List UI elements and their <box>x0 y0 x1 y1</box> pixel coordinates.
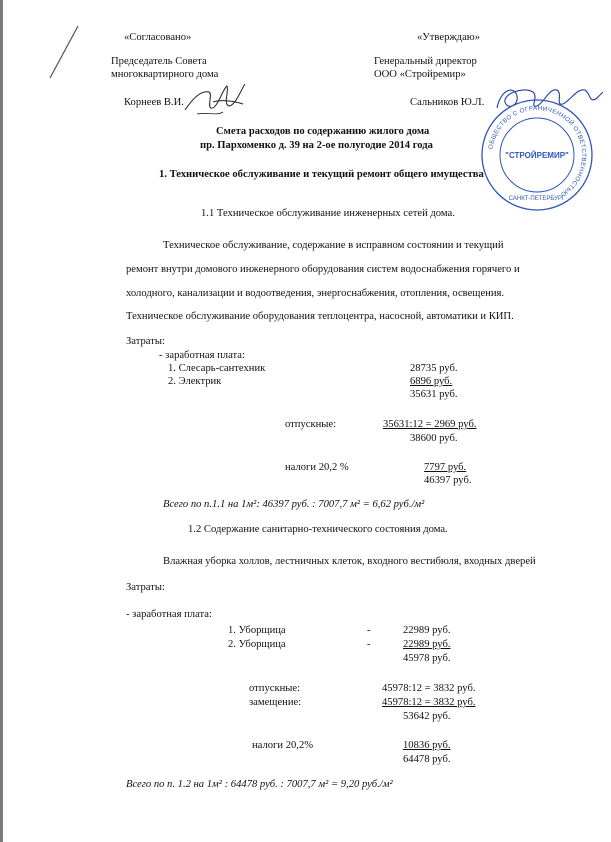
total-line-1-1: Всего по п.1.1 на 1м²: 46397 руб. : 7007,7 м² = 6,62 руб./м² <box>163 499 425 510</box>
subtotal2-1-2: 53642 руб. <box>403 711 451 722</box>
total-line-1-2: Всего по п. 1.2 на 1м² : 64478 руб. : 7007,7 м² = 9,20 руб./м² <box>126 779 393 790</box>
tax-label-1-2: налоги 20,2% <box>252 740 314 751</box>
vacation-value-1-1: 35631:12 = 2969 руб. <box>383 419 477 430</box>
scan-edge <box>0 0 3 842</box>
seal-center-text: "СТРОЙРЕМИР" <box>505 151 569 160</box>
item-cleaner-2-value: 22989 руб. <box>403 639 451 650</box>
right-position-2: ООО «Стройремир» <box>374 69 466 80</box>
total-value-1-1: 46397 руб. <box>424 475 472 486</box>
salary-label-1-2: - заработная плата: <box>126 609 212 620</box>
subtotal2-1-1: 38600 руб. <box>410 433 458 444</box>
left-signer-name: Корнеев В.И. <box>124 97 184 108</box>
left-position-2: многоквартирного дома <box>111 69 219 80</box>
doc-title-line2: пр. Пархоменко д. 39 на 2-ое полугодие 2014 года <box>200 140 433 151</box>
salary-label-1-1: - заработная плата: <box>159 350 245 361</box>
subsection-1-1-heading: 1.1 Техническое обслуживание инженерных сетей дома. <box>201 208 455 219</box>
item-cleaner-2-dash: - <box>367 639 371 650</box>
left-position-1: Председатель Совета <box>111 56 207 67</box>
doc-title-line1: Смета расходов по содержанию жилого дома <box>216 126 430 137</box>
tax-value-1-1: 7797 руб. <box>424 462 467 473</box>
company-seal <box>478 96 596 214</box>
right-signer-name: Сальников Ю.Л. <box>410 97 485 108</box>
item-electrician-value: 6896 руб. <box>410 376 453 387</box>
signature-left <box>183 80 255 120</box>
seal-ring-text: ОБЩЕСТВО С ОГРАНИЧЕННОЙ ОТВЕТСТВЕННОСТЬЮ <box>487 104 588 198</box>
vacation-label-1-1: отпускные: <box>285 419 337 430</box>
tax-value-1-2: 10836 руб. <box>403 740 451 751</box>
item-cleaner-1-value: 22989 руб. <box>403 625 451 636</box>
item-plumber-value: 28735 руб. <box>410 363 458 374</box>
seal-city: САНКТ-ПЕТЕРБУРГ <box>508 196 566 202</box>
item-cleaner-1-dash: - <box>367 625 371 636</box>
item-plumber: 1. Слесарь-сантехник <box>168 363 266 374</box>
para-1-1-line1: Техническое обслуживание, содержание в исправном состоянии и текущий <box>163 240 504 251</box>
right-position-1: Генеральный директор <box>374 56 477 67</box>
section-1-heading: 1. Техническое обслуживание и текущий ремонт общего имущества <box>159 169 484 180</box>
subsection-1-2-heading: 1.2 Содержание санитарно-технического состояния дома. <box>188 524 448 535</box>
subtotal-1-2: 45978 руб. <box>403 653 451 664</box>
replacement-label-1-2: замещение: <box>249 697 302 708</box>
replacement-value-1-2: 45978:12 = 3832 руб. <box>382 697 476 708</box>
para-1-1-line3: холодного, канализации и водоотведения, энергоснабжения, отопления, освещения. <box>126 288 505 299</box>
costs-label-1-2: Затраты: <box>126 582 165 593</box>
item-cleaner-1: 1. Уборщица <box>228 625 286 636</box>
approval-left: «Согласовано» <box>124 32 192 43</box>
subtotal-1-1: 35631 руб. <box>410 389 458 400</box>
vacation-label-1-2: отпускные: <box>249 683 301 694</box>
costs-label-1-1: Затраты: <box>126 336 165 347</box>
tax-label-1-1: налоги 20,2 % <box>285 462 349 473</box>
para-1-2: Влажная уборка холлов, лестничных клеток, входного вестибюля, входных дверей <box>163 556 536 567</box>
total-value-1-2: 64478 руб. <box>403 754 451 765</box>
item-electrician: 2. Электрик <box>168 376 222 387</box>
para-1-1-line4: Техническое обслуживание оборудования теплоцентра, насосной, автоматики и КИП. <box>126 311 514 322</box>
approval-right: «Утверждаю» <box>417 32 480 43</box>
item-cleaner-2: 2. Уборщица <box>228 639 286 650</box>
vacation-value-1-2: 45978:12 = 3832 руб. <box>382 683 476 694</box>
pen-mark <box>44 22 84 82</box>
para-1-1-line2: ремонт внутри домового инженерного оборудования систем водоснабжения горячего и <box>126 264 520 275</box>
